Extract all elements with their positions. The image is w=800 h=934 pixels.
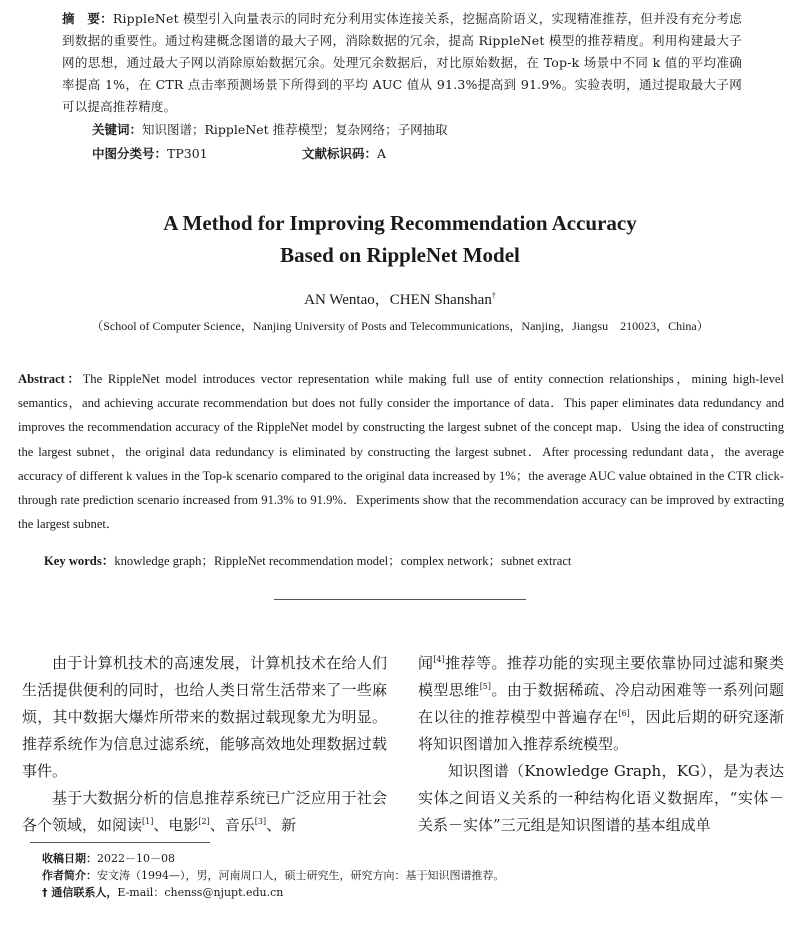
clc-number (92, 143, 208, 165)
cn-abstract (62, 8, 742, 118)
en-title-line-2: Based on RippleNet Model (280, 243, 520, 267)
cn-abstract-label: 摘 要： (62, 11, 113, 26)
doc-code-label: 文献标识码： (302, 146, 378, 161)
clc-value: TP301 (167, 146, 208, 161)
cn-abstract-text: RippleNet 模型引入向量表示的同时充分利用实体连接关系，挖掘高阶语义，实现精准推荐，但并没有充分考虑到数据的重要性。通过构建概念图谱的最大子网，消除数据的冗余，提高 RippleNet 模型的推荐精度。利用构建最大子网的思想，通过最大子网以消除原始数据冗余。处理冗余数据后，对比原始数据，在 Top-k 场景中不同 k 值的平均准确率提高 1%，在 CTR 点击率预测场景下所得到的平均 AUC 值从 91.3%提高到 91.9%。实验表明，通过提取最大子网可以提高推荐精度。 (62, 11, 742, 114)
section-divider (274, 599, 526, 600)
right-paragraph-1: 闻[4]推荐等。推荐功能的实现主要依靠协同过滤和聚类模型思维[5]。由于数据稀疏、冷启动困难等一系列问题在以往的推荐模型中普遍存在[6]，因此后期的研究逐渐将知识图谱加入推荐系统模型。 (418, 654, 784, 753)
received-date: 2022－10－08 (97, 852, 175, 865)
body-left-column (22, 650, 387, 839)
cn-keywords-label: 关键词： (92, 122, 143, 137)
footnote-author (42, 868, 505, 884)
affiliation: （School of Computer Science，Nanjing University of Posts and Telecommunications，Nanjing，Jiangsu 210023，China） (91, 319, 709, 333)
contact-email[interactable]: E-mail：chenss@njupt.edu.cn (117, 886, 284, 899)
citation-4: [4] (433, 655, 445, 664)
footnote-contact (42, 885, 283, 901)
authors (0, 288, 800, 309)
author-bio: 安文涛（1994—），男，河南周口人，硕士研究生，研究方向：基于知识图谱推荐。 (97, 869, 505, 882)
right-paragraph-2: 知识图谱（Knowledge Graph，KG），是为表达实体之间语义关系的一种结构化语义数据库，“实体－关系－实体”三元组是知识图谱的基本组成单 (418, 762, 784, 834)
left-paragraph-1: 由于计算机技术的高速发展，计算机技术在给人们生活提供便利的同时，也给人类日常生活带来了一些麻烦，其中数据大爆炸所带来的数据过载现象尤为明显。推荐系统作为信息过滤系统，能够高效地处理数据过载事件。 (22, 654, 387, 780)
contact-label: † 通信联系人， (42, 886, 118, 899)
author-bio-label: 作者简介： (42, 869, 97, 882)
cn-keywords (92, 119, 448, 141)
en-keywords-label: Key words： (44, 554, 115, 568)
author-names: AN Wentao，CHEN Shanshan (304, 292, 492, 308)
en-keywords (44, 550, 571, 572)
received-label: 收稿日期： (42, 852, 97, 865)
cn-keywords-text: 知识图谱；RippleNet 推荐模型；复杂网络；子网抽取 (142, 122, 448, 137)
doc-code-value: A (377, 146, 387, 161)
document-code (302, 143, 386, 165)
en-abstract-text: The RippleNet model introduces vector representation while making full use of entity connection relationships，mining high-level semantics，and achieving accurate recommendation but does not fully consider the importance of data．This paper eliminates data redundancy and improves the recommendation accuracy of the RippleNet model by constructing the largest subnet of the concept map．Using the idea of constructing the largest subnet，the original data redundancy is eliminated by constructing the largest subnet．After processing redundant data，the average accuracy of different k values in the Top-k scenario compared to the original data increased by 1%；the average AUC value obtained in the CTR click-through rate prediction scenario increased from 91.3% to 91.9%．Experiments show that the recommendation accuracy can be improved by extracting the largest subnet． (18, 372, 784, 532)
citation-5: [5] (479, 682, 492, 691)
author-dagger: † (491, 291, 496, 300)
citation-2: [2] (198, 817, 210, 826)
en-title-line-1: A Method for Improving Recommendation Accuracy (163, 211, 637, 235)
footnote-received (42, 851, 175, 867)
citation-6: [6] (618, 709, 630, 718)
citation-1: [1] (142, 817, 154, 826)
left-paragraph-2: 基于大数据分析的信息推荐系统已广泛应用于社会各个领域，如阅读[1]、电影[2]、音乐[3]、新 (22, 789, 387, 834)
body-right-column (418, 650, 784, 839)
en-abstract (18, 367, 784, 536)
clc-label: 中图分类号： (92, 146, 168, 161)
en-keywords-text: knowledge graph；RippleNet recommendation model；complex network；subnet extract (114, 554, 572, 568)
citation-3: [3] (254, 817, 267, 826)
footnote-rule (30, 842, 210, 843)
en-abstract-label: Abstract： (18, 372, 83, 386)
